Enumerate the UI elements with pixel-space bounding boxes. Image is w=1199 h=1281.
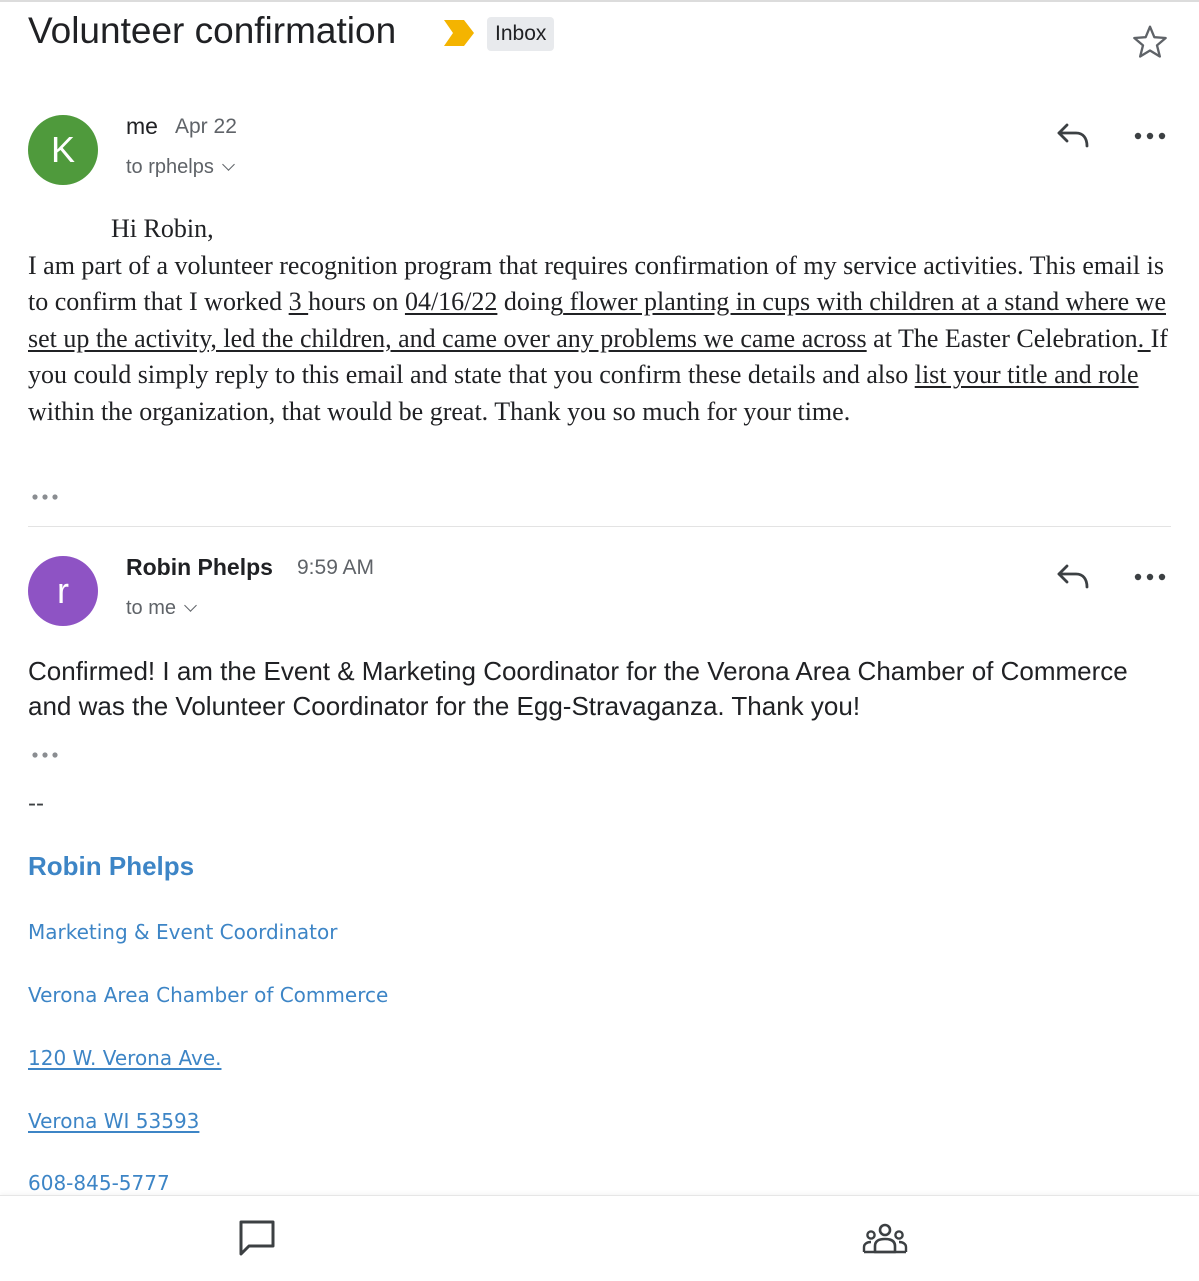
thread-subject: Volunteer confirmation bbox=[28, 10, 397, 51]
chevron-down-icon bbox=[184, 599, 197, 612]
signature-title: Marketing & Event Coordinator bbox=[28, 920, 338, 944]
message-body bbox=[28, 211, 1168, 431]
message-date: Apr 22 bbox=[175, 115, 237, 138]
show-trimmed-content-icon[interactable] bbox=[30, 490, 62, 504]
chevron-down-icon bbox=[222, 158, 235, 171]
body-text: I am part of a volunteer recognition program that requires confirmation of my service activities. This email is to confirm that I worked bbox=[28, 250, 1164, 317]
recipient-label: to me bbox=[126, 597, 177, 619]
signature-phone[interactable]: 608-845-5777 bbox=[28, 1171, 170, 1195]
signature-organization: Verona Area Chamber of Commerce bbox=[28, 983, 389, 1007]
bottom-navigation bbox=[0, 1195, 1199, 1281]
avatar-robin[interactable]: r bbox=[28, 556, 98, 626]
show-trimmed-content-icon[interactable] bbox=[30, 748, 62, 762]
recipient-details-toggle[interactable] bbox=[126, 156, 233, 179]
greeting: Hi Robin, bbox=[111, 214, 214, 243]
sender-name[interactable]: me bbox=[126, 113, 158, 139]
reply-icon[interactable] bbox=[1054, 118, 1092, 154]
inbox-label-chip[interactable]: Inbox bbox=[487, 17, 554, 51]
signature-separator: -- bbox=[28, 790, 44, 817]
activity-description: flower planting in cups with children at a stand where we set up the activity, led the children, and came over any problems we came across bbox=[28, 287, 1166, 353]
more-options-icon[interactable] bbox=[1132, 127, 1168, 145]
more-options-icon[interactable] bbox=[1132, 568, 1168, 586]
date-value: 04/16/22 bbox=[404, 287, 498, 317]
body-text: doing bbox=[497, 287, 564, 317]
body-text: within the organization, that would be great. Thank you so much for your time. bbox=[28, 396, 851, 426]
request-text: list your title and role bbox=[914, 360, 1139, 390]
top-divider bbox=[0, 0, 1199, 2]
body-text: hours on bbox=[308, 287, 405, 317]
hours-value: 3 bbox=[288, 287, 309, 317]
avatar-me[interactable]: K bbox=[28, 115, 98, 185]
signature-street-link[interactable]: 120 W. Verona Ave. bbox=[28, 1046, 222, 1070]
signature-name: Robin Phelps bbox=[28, 851, 195, 881]
sender-name[interactable]: Robin Phelps bbox=[126, 554, 273, 580]
star-icon[interactable] bbox=[1130, 22, 1170, 62]
underlined-period: . bbox=[1137, 323, 1151, 353]
recipient-details-toggle[interactable] bbox=[126, 597, 195, 620]
body-text: If you could simply reply to this email and state that you confirm these details and also bbox=[28, 323, 1168, 390]
reply-body: Confirmed! I am the Event & Marketing Coordinator for the Verona Area Chamber of Commerce and was the Volunteer Coordinator for the Egg-Stravaganza. Thank you! bbox=[28, 656, 1128, 721]
recipient-label: to rphelps bbox=[126, 156, 214, 178]
importance-marker-icon[interactable] bbox=[442, 18, 476, 48]
reply-icon[interactable] bbox=[1054, 559, 1092, 595]
message-divider bbox=[28, 526, 1171, 527]
message-time: 9:59 AM bbox=[297, 556, 375, 579]
body-paragraph bbox=[28, 248, 1168, 431]
chat-icon[interactable] bbox=[237, 1218, 277, 1258]
signature-city-link[interactable]: Verona WI 53593 bbox=[28, 1109, 200, 1133]
spaces-icon[interactable] bbox=[862, 1222, 908, 1256]
body-text: at The Easter Celebration bbox=[866, 323, 1138, 353]
